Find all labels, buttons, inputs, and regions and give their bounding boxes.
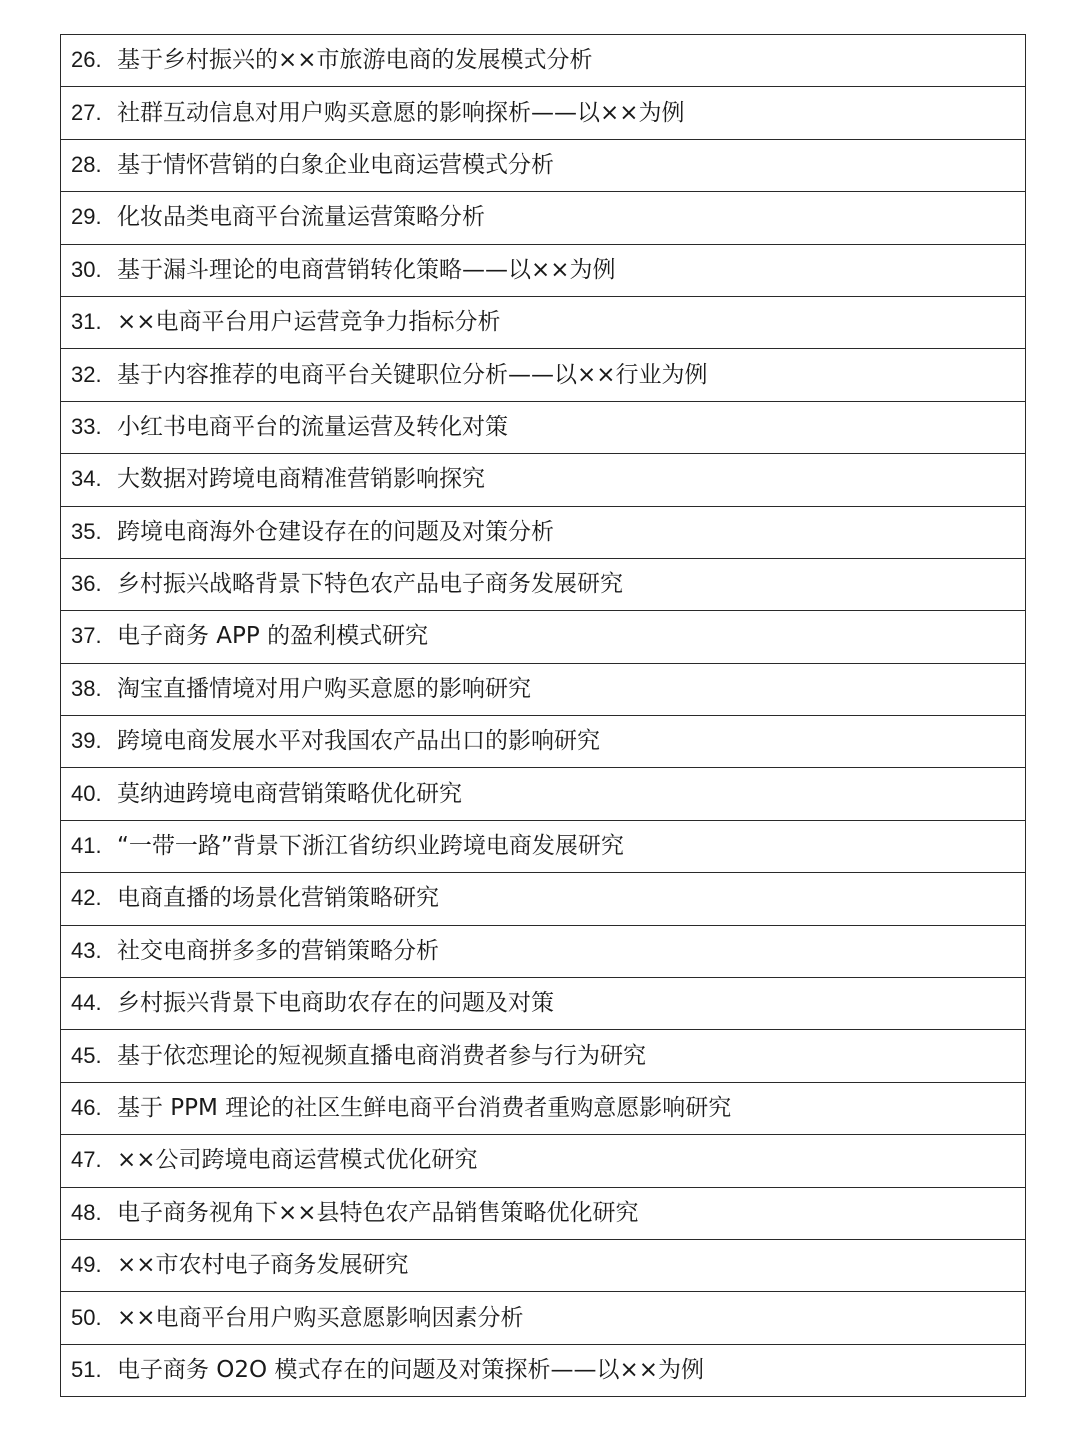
topic-list-body: [61, 35, 1026, 1397]
topic-cell: [61, 1135, 1026, 1187]
topic-number: 26.: [71, 47, 102, 73]
topic-number: 28.: [71, 151, 102, 177]
topic-number: 38.: [71, 675, 102, 701]
topic-number: 43.: [71, 937, 102, 963]
topic-number: 37.: [71, 623, 102, 649]
topic-cell: [61, 663, 1026, 715]
topic-cell: [61, 349, 1026, 401]
topic-cell: [61, 35, 1026, 87]
topic-cell: [61, 820, 1026, 872]
topic-row: [61, 506, 1026, 558]
topic-number: 36.: [71, 571, 102, 597]
topic-row: [61, 558, 1026, 610]
topic-row: [61, 1239, 1026, 1291]
topic-cell: [61, 296, 1026, 348]
topic-cell: [61, 768, 1026, 820]
topic-cell: [61, 1187, 1026, 1239]
topic-row: [61, 611, 1026, 663]
topic-title: 化妆品类电商平台流量运营策略分析: [117, 204, 485, 231]
topic-title: 莫纳迪跨境电商营销策略优化研究: [117, 780, 462, 807]
topic-row: [61, 716, 1026, 768]
topic-number: 27.: [71, 99, 102, 125]
topic-row: [61, 768, 1026, 820]
topic-title: 电子商务 APP 的盈利模式研究: [117, 623, 429, 650]
topic-row: [61, 820, 1026, 872]
topic-cell: [61, 87, 1026, 139]
topic-title: 基于乡村振兴的××市旅游电商的发展模式分析: [117, 47, 593, 74]
topic-row: [61, 1082, 1026, 1134]
topic-row: [61, 663, 1026, 715]
topic-row: [61, 1135, 1026, 1187]
topic-row: [61, 296, 1026, 348]
topic-row: [61, 1187, 1026, 1239]
topic-number: 50.: [71, 1304, 102, 1330]
topic-number: 42.: [71, 885, 102, 911]
topic-number: 39.: [71, 728, 102, 754]
topic-cell: [61, 558, 1026, 610]
topic-cell: [61, 401, 1026, 453]
topic-row: [61, 35, 1026, 87]
topic-title: 跨境电商发展水平对我国农产品出口的影响研究: [117, 728, 600, 755]
topic-row: [61, 1344, 1026, 1396]
topic-title: ××公司跨境电商运营模式优化研究: [117, 1147, 478, 1174]
topic-row: [61, 873, 1026, 925]
topic-row: [61, 1030, 1026, 1082]
topic-cell: [61, 1082, 1026, 1134]
topic-row: [61, 401, 1026, 453]
topic-row: [61, 978, 1026, 1030]
topic-cell: [61, 611, 1026, 663]
topic-title: “一带一路”背景下浙江省纺织业跨境电商发展研究: [117, 833, 624, 860]
topic-list-table: [60, 34, 1026, 1397]
topic-cell: [61, 244, 1026, 296]
topic-row: [61, 454, 1026, 506]
topic-title: 电子商务视角下××县特色农产品销售策略优化研究: [117, 1199, 639, 1226]
topic-title: ××电商平台用户购买意愿影响因素分析: [117, 1304, 524, 1331]
topic-title: 乡村振兴战略背景下特色农产品电子商务发展研究: [117, 571, 623, 598]
topic-title: 淘宝直播情境对用户购买意愿的影响研究: [117, 675, 531, 702]
topic-cell: [61, 454, 1026, 506]
topic-title: 基于情怀营销的白象企业电商运营模式分析: [117, 151, 554, 178]
topic-title: 电商直播的场景化营销策略研究: [117, 885, 439, 912]
topic-cell: [61, 1030, 1026, 1082]
topic-number: 35.: [71, 518, 102, 544]
topic-number: 32.: [71, 361, 102, 387]
topic-number: 31.: [71, 309, 102, 335]
topic-cell: [61, 139, 1026, 191]
topic-title: ××市农村电子商务发展研究: [117, 1252, 409, 1279]
topic-title: 基于内容推荐的电商平台关键职位分析——以××行业为例: [117, 361, 708, 388]
topic-title: 基于漏斗理论的电商营销转化策略——以××为例: [117, 256, 616, 283]
topic-title: 乡村振兴背景下电商助农存在的问题及对策: [117, 990, 554, 1017]
topic-number: 48.: [71, 1199, 102, 1225]
topic-title: 小红书电商平台的流量运营及转化对策: [117, 413, 508, 440]
topic-number: 46.: [71, 1095, 102, 1120]
topic-row: [61, 192, 1026, 244]
topic-number: 40.: [71, 780, 102, 806]
topic-number: 41.: [71, 833, 102, 859]
topic-title: 基于依恋理论的短视频直播电商消费者参与行为研究: [117, 1042, 646, 1069]
topic-number: 29.: [71, 204, 102, 230]
topic-title: 基于 PPM 理论的社区生鲜电商平台消费者重购意愿影响研究: [117, 1095, 732, 1121]
topic-row: [61, 139, 1026, 191]
topic-row: [61, 87, 1026, 139]
topic-row: [61, 1292, 1026, 1344]
topic-title: 电子商务 O2O 模式存在的问题及对策探析——以××为例: [117, 1356, 705, 1383]
topic-number: 34.: [71, 466, 102, 492]
topic-row: [61, 925, 1026, 977]
topic-number: 30.: [71, 256, 102, 282]
topic-cell: [61, 1239, 1026, 1291]
topic-cell: [61, 1292, 1026, 1344]
topic-number: 47.: [71, 1147, 102, 1173]
topic-number: 45.: [71, 1042, 102, 1068]
topic-title: 社交电商拼多多的营销策略分析: [117, 937, 439, 964]
topic-row: [61, 244, 1026, 296]
topic-cell: [61, 506, 1026, 558]
topic-title: 大数据对跨境电商精准营销影响探究: [117, 466, 485, 493]
topic-cell: [61, 873, 1026, 925]
topic-number: 44.: [71, 990, 102, 1016]
topic-cell: [61, 978, 1026, 1030]
topic-title: 社群互动信息对用户购买意愿的影响探析——以××为例: [117, 99, 685, 126]
topic-cell: [61, 716, 1026, 768]
topic-title: ××电商平台用户运营竞争力指标分析: [117, 309, 501, 336]
topic-number: 51.: [71, 1356, 102, 1382]
topic-cell: [61, 192, 1026, 244]
topic-cell: [61, 925, 1026, 977]
topic-number: 33.: [71, 413, 102, 439]
topic-title: 跨境电商海外仓建设存在的问题及对策分析: [117, 518, 554, 545]
topic-cell: [61, 1344, 1026, 1396]
topic-number: 49.: [71, 1252, 102, 1278]
topic-row: [61, 349, 1026, 401]
